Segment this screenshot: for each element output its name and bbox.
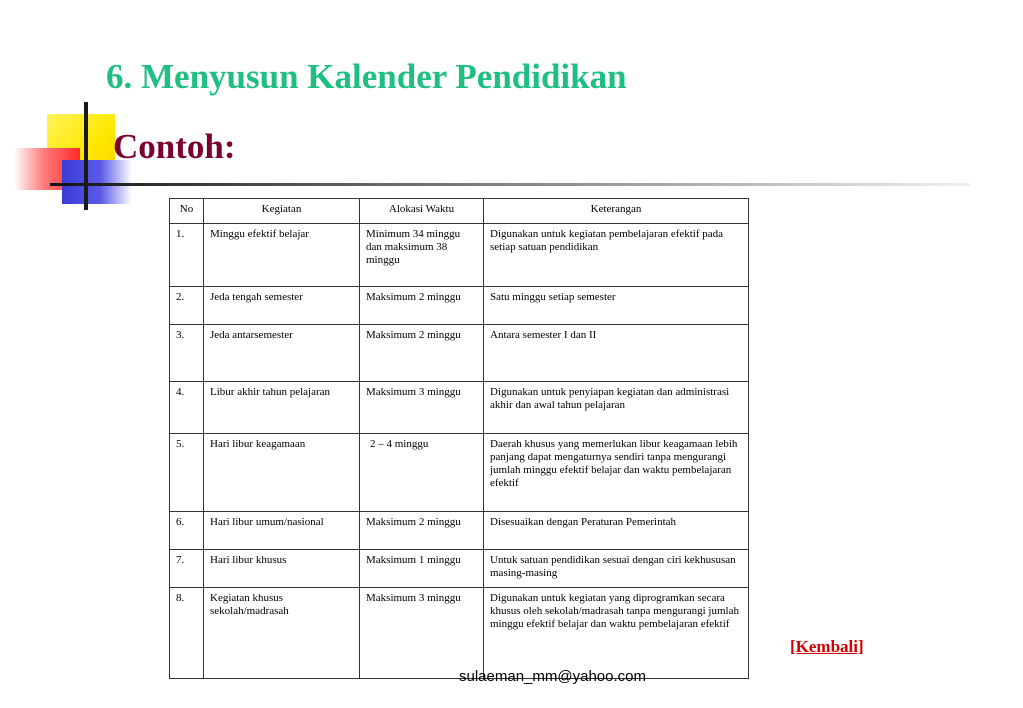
cell-alokasi: Maksimum 2 minggu	[360, 512, 484, 550]
cell-keterangan: Disesuaikan dengan Peraturan Pemerintah	[484, 512, 749, 550]
cell-keterangan: Digunakan untuk kegiatan pembelajaran efektif pada setiap satuan pendidikan	[484, 224, 749, 287]
table-row	[170, 588, 749, 679]
cell-kegiatan: Kegiatan khusus sekolah/madrasah	[204, 588, 360, 679]
cell-alokasi: Maksimum 2 minggu	[360, 325, 484, 382]
cell-kegiatan: Minggu efektif belajar	[204, 224, 360, 287]
cell-no: 8.	[170, 588, 204, 679]
header-alokasi-waktu: Alokasi Waktu	[360, 199, 484, 224]
slide-title: 6. Menyusun Kalender Pendidikan	[106, 57, 627, 96]
footer-email: sulaeman_mm@yahoo.com	[459, 668, 646, 685]
cell-no: 7.	[170, 550, 204, 588]
cell-no: 2.	[170, 287, 204, 325]
cell-alokasi: Maksimum 1 minggu	[360, 550, 484, 588]
cell-alokasi: Minimum 34 minggu dan maksimum 38 minggu	[360, 224, 484, 287]
table-row	[170, 382, 749, 434]
cell-no: 5.	[170, 434, 204, 512]
cell-no: 4.	[170, 382, 204, 434]
cell-kegiatan: Hari libur khusus	[204, 550, 360, 588]
cell-alokasi: Maksimum 3 minggu	[360, 588, 484, 679]
cell-keterangan: Untuk satuan pendidikan sesuai dengan ciri kekhususan masing-masing	[484, 550, 749, 588]
decor-horizontal-line	[50, 183, 970, 186]
cell-keterangan: Digunakan untuk penyiapan kegiatan dan administrasi akhir dan awal tahun pelajaran	[484, 382, 749, 434]
cell-keterangan: Digunakan untuk kegiatan yang diprogramkan secara khusus oleh sekolah/madrasah tanpa mengurangi jumlah minggu efektif belajar dan waktu pembelajaran efektif	[484, 588, 749, 679]
table-row	[170, 325, 749, 382]
cell-kegiatan: Jeda antarsemester	[204, 325, 360, 382]
cell-kegiatan: Hari libur keagamaan	[204, 434, 360, 512]
table-row	[170, 434, 749, 512]
cell-alokasi: Maksimum 2 minggu	[360, 287, 484, 325]
cell-kegiatan: Libur akhir tahun pelajaran	[204, 382, 360, 434]
cell-alokasi: 2 – 4 minggu	[360, 434, 484, 512]
cell-keterangan: Satu minggu setiap semester	[484, 287, 749, 325]
cell-keterangan: Daerah khusus yang memerlukan libur keagamaan lebih panjang dapat mengaturnya sendiri tanpa mengurangi jumlah minggu efektif belajar dan waktu pembelajaran efektif	[484, 434, 749, 512]
table-row	[170, 512, 749, 550]
header-no: No	[170, 199, 204, 224]
table-row	[170, 550, 749, 588]
cell-no: 6.	[170, 512, 204, 550]
cell-no: 3.	[170, 325, 204, 382]
cell-alokasi: Maksimum 3 minggu	[360, 382, 484, 434]
header-kegiatan: Kegiatan	[204, 199, 360, 224]
kembali-link[interactable]: [Kembali]	[790, 637, 864, 656]
slide-subtitle: Contoh:	[113, 127, 236, 166]
table-row	[170, 224, 749, 287]
decor-vertical-line	[84, 102, 88, 210]
table-header-row	[170, 199, 749, 224]
cell-no: 1.	[170, 224, 204, 287]
cell-kegiatan: Jeda tengah semester	[204, 287, 360, 325]
table-row	[170, 287, 749, 325]
header-keterangan: Keterangan	[484, 199, 749, 224]
calendar-table	[169, 198, 749, 679]
cell-keterangan: Antara semester I dan II	[484, 325, 749, 382]
cell-kegiatan: Hari libur umum/nasional	[204, 512, 360, 550]
